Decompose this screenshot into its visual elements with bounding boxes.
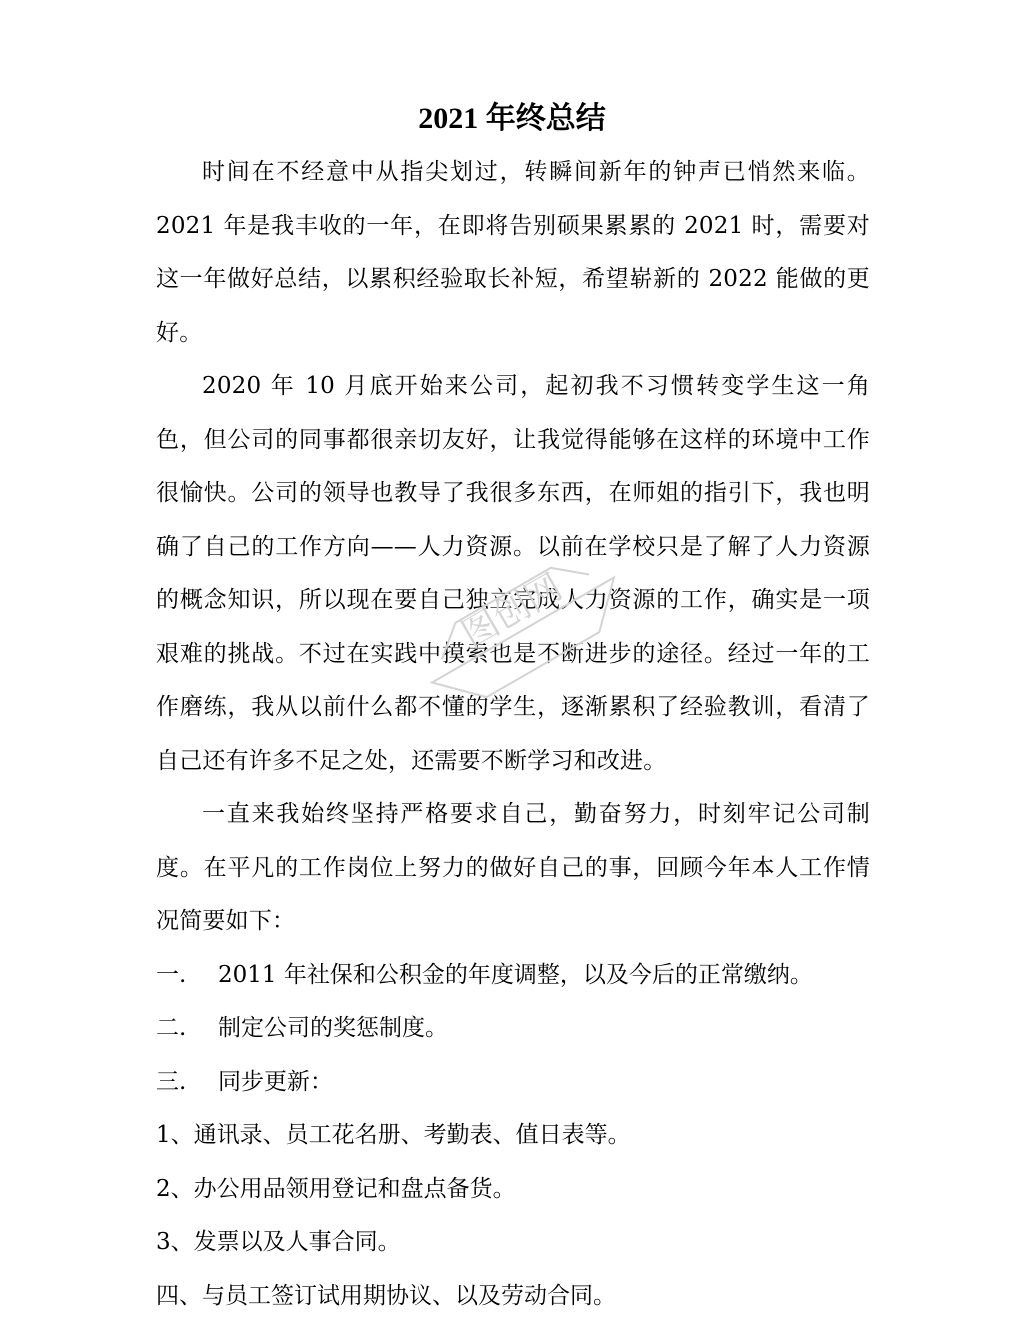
list-item-number: 三. (156, 1056, 218, 1110)
paragraph-summary: 一直来我始终坚持严格要求自己，勤奋努力，时刻牢记公司制度。在平凡的工作岗位上努力的做好自己的事，回顾今年本人工作情况简要如下： (156, 788, 870, 949)
list-item: 四、与员工签订试用期协议、以及劳动合同。 (156, 1270, 870, 1323)
list-item-text: 制定公司的奖惩制度。 (218, 1015, 448, 1041)
paragraph-intro: 时间在不经意中从指尖划过，转瞬间新年的钟声已悄然来临。2021 年是我丰收的一年，在即将告别硕果累累的 2021 时，需要对这一年做好总结，以累积经验取长补短，希望崭新的 2022 能做的更好。 (156, 146, 870, 360)
list-item (156, 1002, 870, 1056)
list-item (156, 949, 870, 1003)
sub-list-item: 3、发票以及人事合同。 (156, 1216, 870, 1270)
document-body (156, 146, 870, 1323)
list-item-number: 一. (156, 949, 218, 1003)
list-item-text: 同步更新： (218, 1069, 333, 1095)
document-title: 2021 年终总结 (0, 96, 1024, 142)
sub-list-item: 1、通讯录、员工花名册、考勤表、值日表等。 (156, 1109, 870, 1163)
list-item-text: 2011 年社保和公积金的年度调整，以及今后的正常缴纳。 (218, 962, 813, 988)
paragraph-experience: 2020 年 10 月底开始来公司，起初我不习惯转变学生这一角色，但公司的同事都很亲切友好，让我觉得能够在这样的环境中工作很愉快。公司的领导也教导了我很多东西，在师姐的指引下，我也明确了自己的工作方向——人力资源。以前在学校只是了解了人力资源的概念知识，所以现在要自己独立完成人力资源的工作，确实是一项艰难的挑战。不过在实践中摸索也是不断进步的途径。经过一年的工作磨练，我从以前什么都不懂的学生，逐渐累积了经验教训，看清了自己还有许多不足之处，还需要不断学习和改进。 (156, 360, 870, 788)
watermark-text: 图创网 (455, 567, 569, 657)
sub-list-item: 2、办公用品领用登记和盘点备货。 (156, 1163, 870, 1217)
list-item (156, 1056, 870, 1110)
list-item-number: 二. (156, 1002, 218, 1056)
